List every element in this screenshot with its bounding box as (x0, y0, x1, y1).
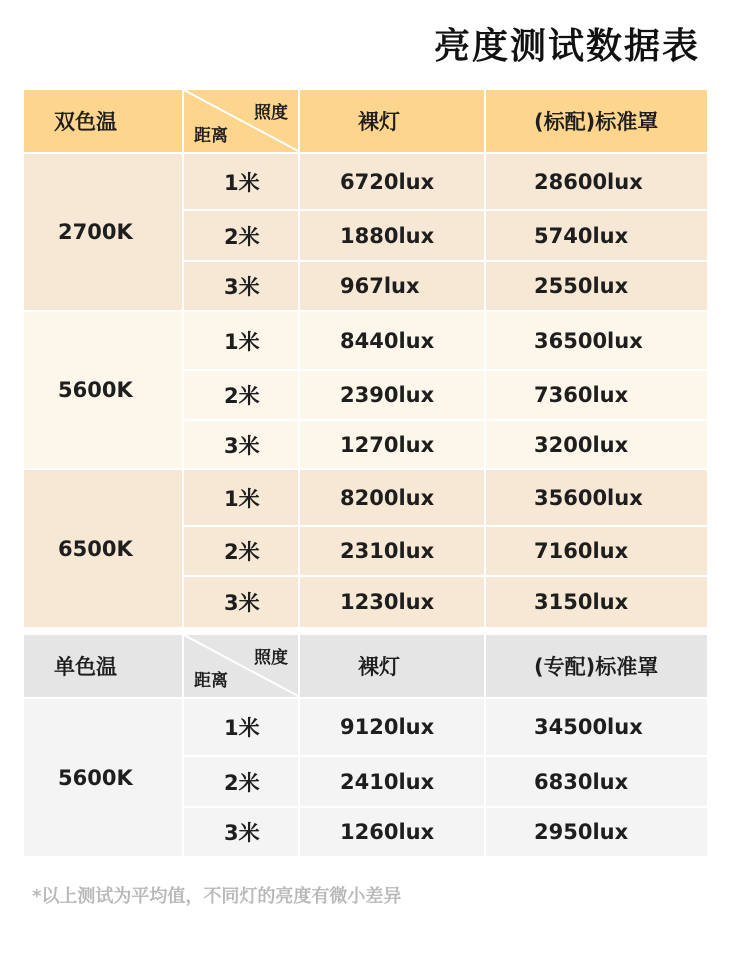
dual-groups (24, 154, 707, 629)
diag-lux-label: 照度 (254, 103, 288, 123)
distance-cell: 2米 (184, 371, 300, 421)
diag-lux-label: 照度 (254, 648, 288, 668)
distance-cell: 2米 (184, 527, 300, 577)
bare-lux-cell: 1230lux (300, 577, 486, 629)
distance-cell: 1米 (184, 154, 300, 211)
temp-group (24, 470, 707, 629)
color-temp-label: 2700K (24, 154, 184, 312)
diag-distance-label: 距离 (194, 126, 228, 146)
color-temp-label: 5600K (24, 312, 184, 470)
shade-lux-cell: 28600lux (486, 154, 707, 211)
dual-header-bare: 裸灯 (300, 90, 486, 154)
distance-cell: 3米 (184, 262, 300, 312)
single-groups (24, 699, 707, 858)
table-row (184, 470, 707, 527)
single-header-bare: 裸灯 (300, 635, 486, 699)
distance-cell: 3米 (184, 577, 300, 629)
temp-group (24, 312, 707, 470)
bare-lux-cell: 2410lux (300, 757, 486, 808)
bare-lux-cell: 1880lux (300, 211, 486, 262)
table-row (184, 699, 707, 757)
shade-lux-cell: 5740lux (486, 211, 707, 262)
shade-lux-cell: 34500lux (486, 699, 707, 757)
table-row (184, 262, 707, 312)
diag-distance-label: 距离 (194, 671, 228, 691)
color-temp-label: 6500K (24, 470, 184, 629)
table-row (184, 154, 707, 211)
distance-cell: 3米 (184, 421, 300, 470)
bare-lux-cell: 6720lux (300, 154, 486, 211)
page-title: 亮度测试数据表 (433, 26, 700, 67)
table-row (184, 312, 707, 371)
distance-cell: 1米 (184, 699, 300, 757)
bare-lux-cell: 1270lux (300, 421, 486, 470)
shade-lux-cell: 6830lux (486, 757, 707, 808)
bare-lux-cell: 2390lux (300, 371, 486, 421)
single-temp-table (24, 635, 707, 858)
shade-lux-cell: 7160lux (486, 527, 707, 577)
shade-lux-cell: 36500lux (486, 312, 707, 371)
dual-header-diagonal (184, 90, 300, 154)
distance-cell: 1米 (184, 312, 300, 371)
table-row (184, 211, 707, 262)
table-row (184, 577, 707, 629)
distance-cell: 2米 (184, 757, 300, 808)
shade-lux-cell: 2950lux (486, 808, 707, 858)
single-header-diagonal (184, 635, 300, 699)
shade-lux-cell: 3200lux (486, 421, 707, 470)
table-row (184, 757, 707, 808)
shade-lux-cell: 3150lux (486, 577, 707, 629)
temp-group (24, 699, 707, 858)
table-row (184, 808, 707, 858)
bare-lux-cell: 1260lux (300, 808, 486, 858)
bare-lux-cell: 9120lux (300, 699, 486, 757)
bare-lux-cell: 967lux (300, 262, 486, 312)
bare-lux-cell: 2310lux (300, 527, 486, 577)
temp-group (24, 154, 707, 312)
dual-header-label: 双色温 (24, 90, 184, 154)
distance-cell: 3米 (184, 808, 300, 858)
dual-header-shade: (标配)标准罩 (486, 90, 707, 154)
table-row (184, 421, 707, 470)
bare-lux-cell: 8440lux (300, 312, 486, 371)
table-row (184, 527, 707, 577)
shade-lux-cell: 2550lux (486, 262, 707, 312)
footnote: *以上测试为平均值，不同灯的亮度有微小差异 (32, 886, 402, 907)
distance-cell: 1米 (184, 470, 300, 527)
shade-lux-cell: 7360lux (486, 371, 707, 421)
color-temp-label: 5600K (24, 699, 184, 858)
table-row (184, 371, 707, 421)
single-header-shade: (专配)标准罩 (486, 635, 707, 699)
dual-header-row (24, 90, 707, 154)
dual-temp-table (24, 90, 707, 629)
single-header-row (24, 635, 707, 699)
single-header-label: 单色温 (24, 635, 184, 699)
distance-cell: 2米 (184, 211, 300, 262)
bare-lux-cell: 8200lux (300, 470, 486, 527)
shade-lux-cell: 35600lux (486, 470, 707, 527)
